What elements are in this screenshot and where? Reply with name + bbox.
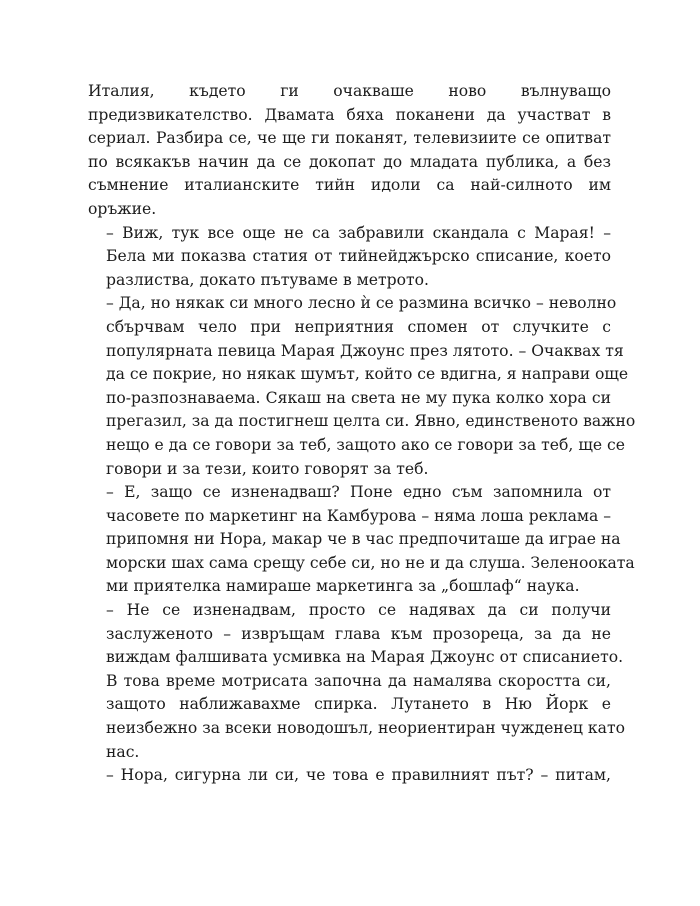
text-line: по-разпознаваема. Сякаш на света не му пука колко хора си	[106, 388, 611, 407]
text-line: предизвикателство. Двамата бяха поканени да участват в	[88, 105, 611, 124]
text-line: прегазил, за да постигнеш целта си. Явно, единственото важно	[106, 412, 636, 431]
paragraph	[88, 599, 625, 764]
text-line: – Да, но някак си много лесно ѝ се размина всичко – неволно	[106, 294, 617, 313]
paragraph	[88, 481, 635, 599]
text-line: морски шах сама срещу себе си, но не и да слуша. Зеленооката	[106, 553, 635, 572]
text-line: говори и за тези, които говорят за теб.	[106, 459, 429, 478]
text-line: часовете по маркетинг на Камбурова – няма лоша реклама –	[106, 506, 612, 525]
text-line: Италия, където ги очакваше ново вълнуващо	[88, 82, 611, 100]
text-line: – Виж, тук все още не са забравили скандала с Марая! –	[106, 223, 611, 242]
text-line: защото наближавахме спирка. Лутането в Ню Йорк е	[106, 695, 611, 714]
text-line: нас.	[106, 742, 140, 761]
text-line: В това време мотрисата започна да намалява скоростта си,	[106, 671, 611, 690]
text-line: по всякакъв начин да се докопат до младата публика, а без	[88, 152, 611, 171]
text-line: сбърчвам чело при неприятния спомен от случките с	[106, 317, 611, 336]
text-line: нещо е да се говори за теб, защото ако се говори за теб, ще се	[106, 435, 625, 454]
text-line: разлиства, докато пътуваме в метрото.	[106, 270, 430, 289]
text-line: съмнение италианските тийн идоли са най-силното им	[88, 176, 611, 195]
document-page	[88, 80, 636, 788]
text-line: заслуженото – извръщам глава към прозореца, за да не	[106, 624, 611, 643]
text-line: – Нора, сигурна ли си, че това е правилният път? – питам,	[106, 766, 611, 785]
paragraph	[88, 764, 611, 788]
text-line: Бела ми показва статия от тийнейджърско списание, което	[106, 247, 611, 266]
paragraph	[88, 222, 611, 293]
paragraph	[88, 80, 611, 222]
text-line: – Е, защо се изненадваш? Поне едно съм запомнила от	[106, 483, 611, 502]
text-line: – Не се изненадвам, просто се надявах да си получи	[106, 601, 611, 620]
paragraph	[88, 292, 636, 481]
text-line: оръжие.	[88, 199, 157, 218]
text-line: виждам фалшивата усмивка на Марая Джоунс от списанието.	[106, 648, 624, 667]
text-line: да се покрие, но някак шумът, който се вдигна, я направи още	[106, 365, 629, 384]
text-line: припомня ни Нора, макар че в час предпочиташе да играе на	[106, 530, 621, 549]
text-line: популярната певица Марая Джоунс през лятото. – Очаквах тя	[106, 341, 624, 360]
text-line: неизбежно за всеки новодошъл, неориентиран чужденец като	[106, 719, 625, 738]
text-line: сериал. Разбира се, че ще ги поканят, телевизиите се опитват	[88, 129, 611, 148]
text-line: ми приятелка намираше маркетинга за „бошлаф“ наука.	[106, 577, 580, 596]
